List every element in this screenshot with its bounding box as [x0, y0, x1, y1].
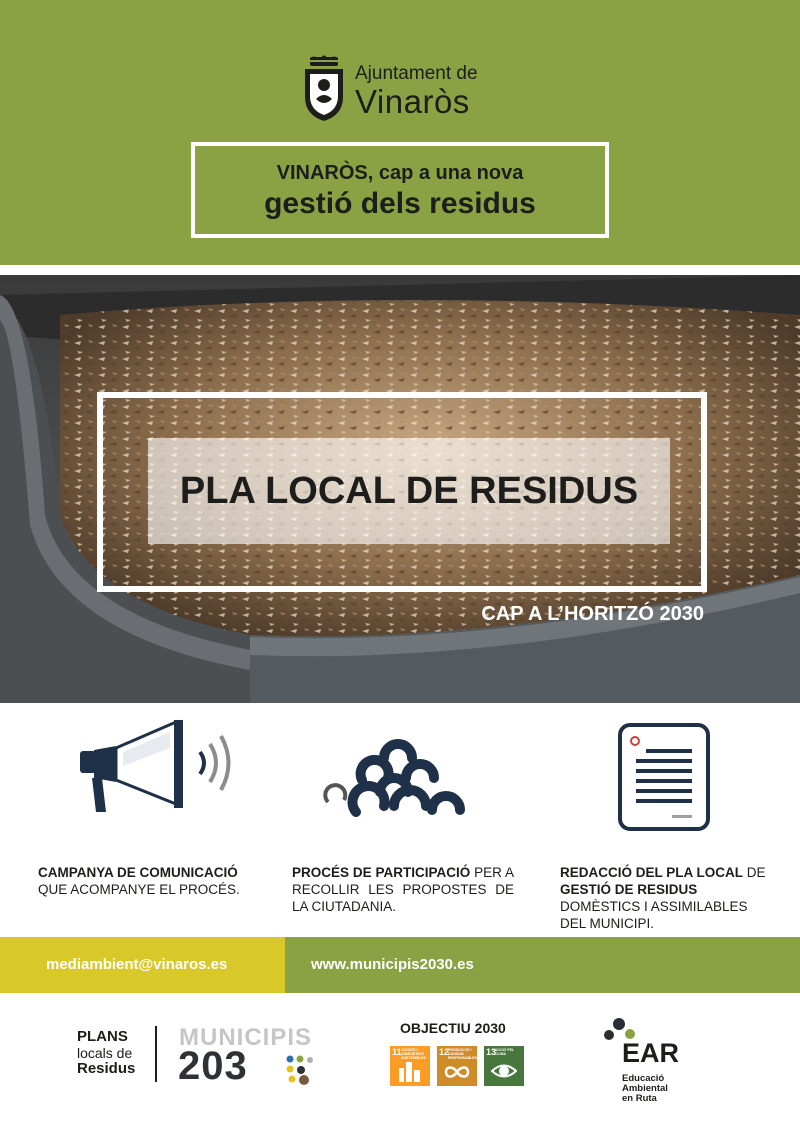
poster-subtitle: CAP A L’HORITZÓ 2030 — [481, 603, 704, 625]
sdg-13-badge: 13 ACCIÓ PEL CLIMA — [484, 1046, 524, 1086]
ear-sub-line2: Ambiental — [622, 1083, 668, 1094]
logo-divider — [155, 1026, 157, 1082]
tagline-line2: gestió dels residus — [264, 187, 536, 220]
ear-sub-line3: en Ruta — [622, 1093, 657, 1104]
eye-globe-icon — [491, 1060, 517, 1082]
ear-sub-line1: Educació — [622, 1073, 665, 1084]
email-link[interactable]: mediambient@vinaros.es — [46, 956, 228, 973]
tagline-line1: VINARÒS, cap a una nova — [276, 162, 524, 184]
plans-line2: locals de — [77, 1045, 133, 1061]
website-link[interactable]: www.municipis2030.es — [311, 956, 474, 973]
org-name-line2: Vinaròs — [355, 83, 470, 120]
action-participation-text: PROCÉS DE PARTICIPACIÓ PER A RECOLLIR LES PROPOSTES DE LA CIUTADANIA. — [292, 865, 514, 914]
objectiu-label: OBJECTIU 2030 — [400, 1020, 506, 1036]
sdg-11-badge: 11 CIUTATS I COMUNITATS SOSTENIBLES — [390, 1046, 430, 1086]
municipis-logo-word: MUNICIPIS — [179, 1024, 313, 1051]
org-name-line1: Ajuntament de — [355, 63, 478, 84]
sdg-12-badge: 12 PRODUCCIÓ I CONSUM RESPONSABLES — [437, 1046, 477, 1086]
action-communication-text: CAMPANYA DE COMUNICACIÓ QUE ACOMPANYE EL PROCÉS. — [38, 865, 240, 897]
plans-logo — [77, 1029, 157, 1077]
ear-logo-word: EAR — [622, 1038, 680, 1068]
tagline-box — [191, 142, 609, 238]
plans-line3: Residus — [77, 1060, 136, 1077]
action-drafting-text: REDACCIÓ DEL PLA LOCAL DE GESTIÓ DE RESIDUS DOMÈSTICS I ASSIMILABLES DEL MUNICIPI. — [560, 865, 766, 931]
participation-icon — [322, 730, 478, 834]
coat-of-arms-icon — [302, 55, 346, 123]
ajuntament-logo — [300, 55, 510, 125]
poster-title: PLA LOCAL DE RESIDUS — [179, 470, 639, 512]
municipis-logo-number: 203 — [178, 1044, 248, 1088]
document-icon — [616, 721, 712, 833]
ear-logo-subtitle — [622, 1074, 668, 1104]
plans-line1: PLANS — [77, 1028, 128, 1045]
infinity-icon — [443, 1064, 471, 1080]
city-icon — [398, 1060, 422, 1082]
municipis-dots-icon — [284, 1054, 324, 1086]
megaphone-icon — [78, 718, 242, 814]
